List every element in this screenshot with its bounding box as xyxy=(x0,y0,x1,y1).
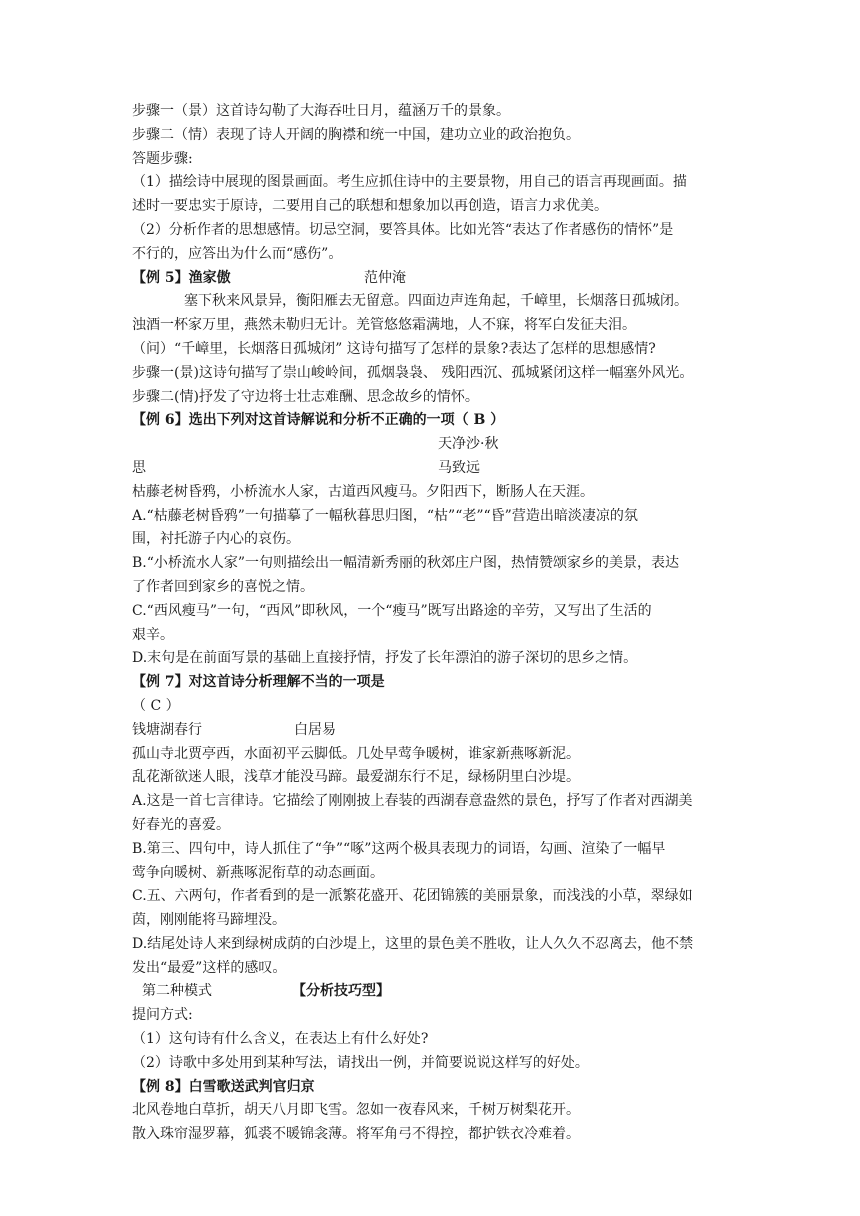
text-line: 提问方式: xyxy=(132,1007,193,1024)
option-c: C.五、六两句，作者看到的是一派繁花盛开、花团锦簇的美丽景象，而浅浅的小草，翠绿如 xyxy=(132,888,693,905)
text-line: 步骤二(情)抒发了守边将士壮志难酬、思念故乡的情怀。 xyxy=(132,388,479,405)
example-8-heading: 【例 8】白雪歌送武判官归京 xyxy=(132,1078,315,1095)
mode-heading xyxy=(132,980,732,1004)
text-line: 述时一要忠实于原诗，二要用自己的联想和想象加以再创造，语言力求优美。 xyxy=(132,198,608,215)
text-line: 步骤一(景)这诗句描写了崇山峻岭间，孤烟袅袅、 残阳西沉、孤城紧闭这样一幅塞外风光。 xyxy=(132,364,694,381)
poem-line: 乱花渐欲迷人眼，浅草才能没马蹄。最爱湖东行不足，绿杨阴里白沙堤。 xyxy=(132,769,580,786)
option-a-cont: 围，衬托游子内心的哀伤。 xyxy=(132,531,300,548)
example-5-title: 【例 5】渔家傲 xyxy=(132,269,231,286)
text-line: （1）描绘诗中展现的图景画面。考生应抓住诗中的主要景物，用自己的语言再现画面。描 xyxy=(132,174,687,191)
text-line: （问）“千嶂里，长烟落日孤城闭” 这诗句描写了怎样的景象?表达了怎样的思想感情? xyxy=(132,340,656,357)
poem-title-tail: 思 xyxy=(132,459,146,476)
poem-author: 白居易 xyxy=(294,721,336,738)
example-7-heading: 【例 7】对这首诗分析理解不当的一项是 xyxy=(132,674,385,691)
option-c: C.“西风瘦马”一句，“西风”即秋风，一个“瘦马”既写出路途的辛劳，又写出了生活的 xyxy=(132,602,652,619)
poem-line: 孤山寺北贾亭西，水面初平云脚低。几处早莺争暖树，谁家新燕啄新泥。 xyxy=(132,745,580,762)
option-b-cont: 了作者回到家乡的喜悦之情。 xyxy=(132,578,314,595)
poem-title-cont xyxy=(132,457,732,481)
option-c-cont: 茵，刚刚能将马蹄埋没。 xyxy=(132,912,286,929)
option-a-cont: 好春光的喜爱。 xyxy=(132,816,230,833)
text-line: （1）这句诗有什么含义，在表达上有什么好处? xyxy=(132,1031,429,1048)
mode-name: 第二种模式 xyxy=(142,983,212,1000)
poem-author: 马致远 xyxy=(438,459,480,476)
option-d: D.末句是在前面写景的基础上直接抒情，抒发了长年漂泊的游子深切的思乡之情。 xyxy=(132,650,638,667)
option-a: A.“枯藤老树昏鸦”一句描摹了一幅秋暮思归图，“枯”“老”“昏”营造出暗淡凄凉的氛 xyxy=(132,507,638,524)
poem-line: 北风卷地白草折，胡天八月即飞雪。忽如一夜春风来，千树万树梨花开。 xyxy=(132,1102,580,1119)
poem-heading xyxy=(132,719,732,743)
poem-title: 钱塘湖春行 xyxy=(132,721,202,738)
option-d-cont: 发出“最爱”这样的感叹。 xyxy=(132,959,287,976)
text-line: （2）诗歌中多处用到某种写法，请找出一例，并简要说说这样写的好处。 xyxy=(132,1054,589,1071)
option-a: A.这是一首七言律诗。它描绘了刚刚披上春装的西湖春意盎然的景色，抒写了作者对西湖美 xyxy=(132,793,693,810)
poem-line: 塞下秋来风景异，衡阳雁去无留意。四面边声连角起，千嶂里，长烟落日孤城闭。 xyxy=(184,293,688,310)
text-line: （2）分析作者的思想感情。切忌空洞，要答具体。比如光答“表达了作者感伤的情怀”是 xyxy=(132,221,674,238)
text-line: 步骤一（景）这首诗勾勒了大海吞吐日月，蕴涵万千的景象。 xyxy=(132,103,510,119)
option-b-cont: 莺争向暖树、新燕啄泥衔草的动态画面。 xyxy=(132,864,384,881)
text-line: 答题步骤: xyxy=(132,150,193,167)
text-line: 不行的，应答出为什么而“感伤”。 xyxy=(132,245,343,262)
poem-line: 枯藤老树昏鸦，小桥流水人家，古道西风瘦马。夕阳西下，断肠人在天涯。 xyxy=(132,483,594,500)
option-c-cont: 艰辛。 xyxy=(132,626,174,643)
document-body xyxy=(132,100,732,1147)
mode-type: 【分析技巧型】 xyxy=(292,983,390,1000)
example-6-heading: 【例 6】选出下列对这首诗解说和分析不正确的一项（ B ） xyxy=(132,412,505,429)
poem-line: 散入珠帘湿罗幕，狐裘不暖锦衾薄。将军角弓不得控，都护铁衣冷难着。 xyxy=(132,1126,580,1143)
text-line: 步骤二（情）表现了诗人开阔的胸襟和统一中国，建功立业的政治抱负。 xyxy=(132,126,580,143)
example-7-answer: （ C ） xyxy=(132,697,180,714)
option-b: B.第三、四句中，诗人抓住了“争”“啄”这两个极具表现力的词语，勾画、渲染了一幅早 xyxy=(132,840,666,857)
example-5-heading xyxy=(132,267,732,291)
option-b: B.“小桥流水人家”一句则描绘出一幅清新秀丽的秋郊庄户图，热情赞颂家乡的美景，表达 xyxy=(132,555,680,572)
poem-title: 天净沙·秋 xyxy=(438,436,499,453)
example-5-author: 范仲淹 xyxy=(364,269,406,286)
option-d: D.结尾处诗人来到绿树成荫的白沙堤上，这里的景色美不胜收，让人久久不忍离去，他不禁 xyxy=(132,935,694,952)
poem-line: 浊酒一杯家万里，燕然未勒归无计。羌管悠悠霜满地，人不寐，将军白发征夫泪。 xyxy=(132,317,636,334)
